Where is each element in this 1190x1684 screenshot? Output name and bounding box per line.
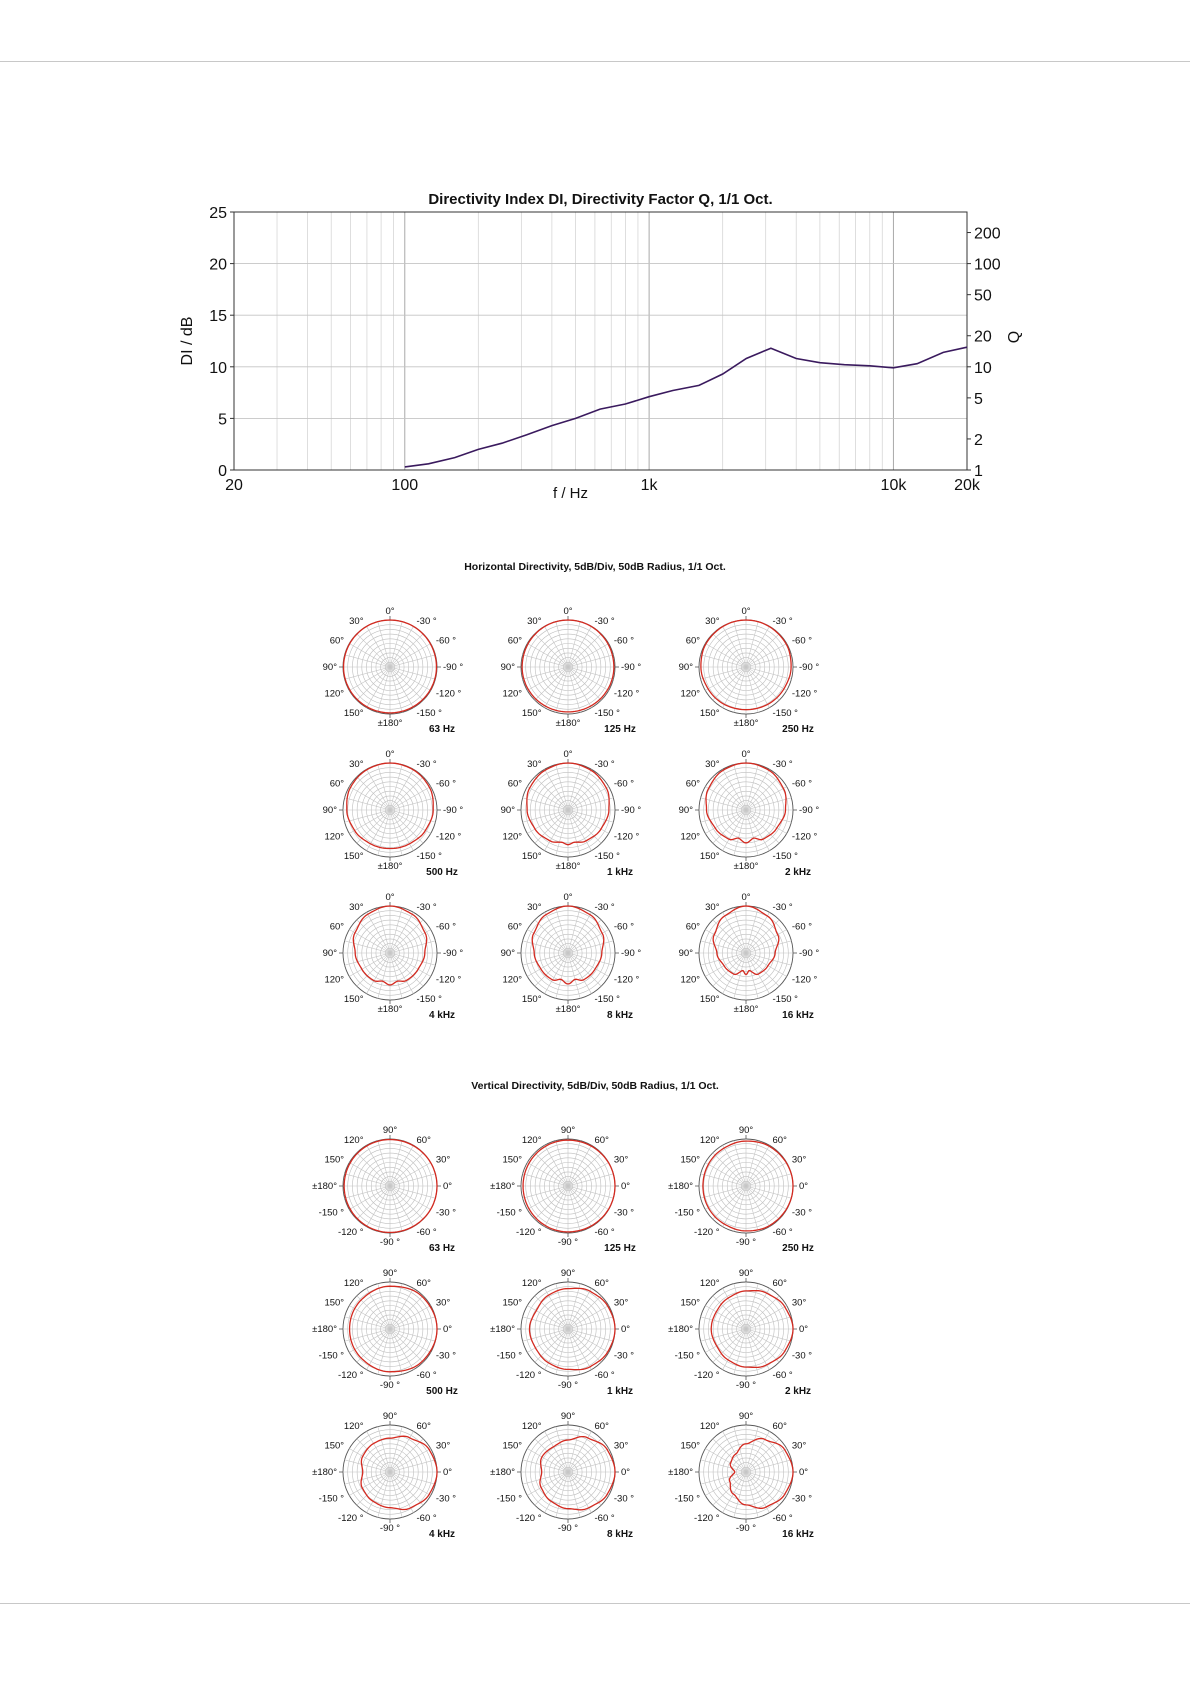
- polar-angle-label: 90°: [500, 805, 515, 816]
- polar-angle-label: 90°: [678, 805, 693, 816]
- polar-angle-label: -30 °: [772, 616, 793, 628]
- polar-angle-label: ±180°: [490, 1181, 515, 1192]
- polar-angle-label: 0°: [443, 1467, 453, 1478]
- polar-angle-label: 90°: [500, 948, 515, 959]
- polar-angle-label: 120°: [502, 974, 523, 986]
- polar-angle-label: 150°: [502, 1440, 523, 1452]
- polar-angle-label: -150 °: [416, 850, 442, 862]
- polar-angle-label: -150 °: [674, 1493, 701, 1505]
- polar-frequency-label: 63 Hz: [428, 724, 456, 735]
- polar-angle-label: -60 °: [772, 1226, 793, 1238]
- polar-angle-label: 150°: [502, 1297, 523, 1309]
- polar-angle-label: ±180°: [490, 1467, 515, 1478]
- di-ytick-label: 10: [209, 359, 227, 377]
- polar-angle-label: 0°: [563, 749, 573, 760]
- polar-angle-label: 30°: [791, 1297, 807, 1309]
- polar-plot-125-hz: [490, 1125, 636, 1254]
- polar-frequency-label: 2 kHz: [784, 1386, 812, 1397]
- polar-angle-label: 30°: [705, 902, 720, 914]
- q-tick-label: 50: [974, 287, 992, 305]
- polar-angle-label: 30°: [791, 1440, 807, 1452]
- polar-angle-label: 90°: [382, 1268, 398, 1279]
- polar-angle-label: ±180°: [668, 1181, 693, 1192]
- directivity-index-chart: [170, 184, 1030, 504]
- polar-angle-label: -90 °: [735, 1523, 757, 1534]
- polar-angle-label: -150 °: [318, 1207, 345, 1219]
- polar-angle-label: -30 °: [594, 616, 615, 628]
- q-axis-label: Q: [1006, 330, 1023, 344]
- polar-angle-label: 60°: [772, 1135, 787, 1147]
- polar-angle-label: -30 °: [791, 1207, 813, 1219]
- polar-frequency-label: 1 kHz: [606, 867, 634, 878]
- polar-angle-label: 30°: [435, 1297, 451, 1309]
- di-chart-title: Directivity Index DI, Directivity Factor Q, 1/1 Oct.: [428, 191, 773, 208]
- polar-angle-label: 30°: [791, 1154, 807, 1166]
- polar-angle-label: 60°: [685, 921, 701, 933]
- polar-angle-label: 0°: [621, 1324, 631, 1335]
- polar-angle-label: 0°: [799, 1181, 809, 1192]
- polar-angle-label: -30 °: [791, 1350, 813, 1362]
- polar-angle-label: ±180°: [555, 861, 581, 872]
- polar-angle-label: 150°: [680, 1297, 701, 1309]
- polar-plot-125-hz: [501, 606, 642, 735]
- polar-angle-label: -150 °: [594, 850, 620, 862]
- polar-angle-label: 90°: [738, 1268, 754, 1279]
- polar-angle-label: -120 °: [338, 1226, 364, 1238]
- polar-angle-label: -60 °: [435, 778, 457, 790]
- polar-angle-label: 0°: [621, 1467, 631, 1478]
- polar-angle-label: -60 °: [435, 635, 457, 647]
- polar-angle-label: 30°: [435, 1154, 451, 1166]
- polar-angle-label: ±180°: [733, 1004, 759, 1015]
- horizontal-directivity-polar-grid: [322, 558, 870, 1028]
- polar-angle-label: -150 °: [594, 993, 620, 1005]
- polar-plot-8-khz: [490, 1411, 634, 1540]
- polar-angle-label: -120 °: [791, 831, 818, 843]
- polar-angle-label: ±180°: [312, 1324, 337, 1335]
- polar-angle-label: -90 °: [443, 662, 464, 673]
- polar-angle-label: 60°: [772, 1278, 787, 1290]
- polar-angle-label: -30 °: [594, 759, 615, 771]
- polar-angle-label: 150°: [502, 1154, 523, 1166]
- polar-angle-label: 0°: [621, 1181, 631, 1192]
- polar-angle-label: -120 °: [516, 1226, 542, 1238]
- polar-angle-label: 0°: [741, 606, 751, 617]
- polar-angle-label: -60 °: [594, 1369, 615, 1381]
- polar-plot-4-khz: [312, 1411, 456, 1540]
- polar-angle-label: -90 °: [443, 948, 464, 959]
- polar-angle-label: -30 °: [772, 902, 793, 914]
- polar-angle-label: -90 °: [443, 805, 464, 816]
- polar-angle-label: 60°: [329, 635, 345, 647]
- polar-angle-label: -120 °: [435, 974, 462, 986]
- polar-frequency-label: 4 kHz: [428, 1529, 456, 1540]
- polar-angle-label: -150 °: [674, 1207, 701, 1219]
- polar-angle-label: -60 °: [416, 1369, 437, 1381]
- polar-angle-label: ±180°: [377, 861, 403, 872]
- polar-angle-label: 150°: [343, 707, 364, 719]
- polar-angle-label: -120 °: [435, 831, 462, 843]
- polar-angle-label: 0°: [799, 1324, 809, 1335]
- polar-angle-label: 30°: [705, 616, 720, 628]
- polar-angle-label: ±180°: [733, 718, 759, 729]
- polar-angle-label: 30°: [349, 759, 364, 771]
- polar-angle-label: 30°: [705, 759, 720, 771]
- polar-angle-label: 30°: [435, 1440, 451, 1452]
- polar-angle-label: -150 °: [772, 707, 798, 719]
- polar-angle-label: -30 °: [772, 759, 793, 771]
- polar-angle-label: 30°: [527, 616, 542, 628]
- polar-angle-label: -90 °: [735, 1380, 757, 1391]
- polar-plot-16-khz: [668, 1411, 814, 1540]
- di-ytick-label: 0: [218, 463, 227, 480]
- polar-angle-label: 90°: [560, 1125, 576, 1136]
- polar-angle-label: 120°: [502, 688, 523, 700]
- polar-angle-label: -90 °: [557, 1237, 579, 1248]
- polar-angle-label: -30 °: [416, 902, 437, 914]
- polar-angle-label: 60°: [416, 1135, 431, 1147]
- di-xtick-label: 10k: [880, 477, 907, 494]
- polar-angle-label: -60 °: [594, 1512, 615, 1524]
- polar-angle-label: -120 °: [791, 688, 818, 700]
- polar-angle-label: 120°: [343, 1421, 364, 1433]
- polar-angle-label: -30 °: [435, 1350, 457, 1362]
- polar-angle-label: -150 °: [594, 707, 620, 719]
- polar-frequency-label: 16 kHz: [782, 1010, 814, 1021]
- polar-angle-label: 120°: [324, 688, 345, 700]
- polar-angle-label: -120 °: [435, 688, 462, 700]
- polar-angle-label: -150 °: [674, 1350, 701, 1362]
- polar-angle-label: 120°: [680, 831, 701, 843]
- polar-plot-16-khz: [679, 892, 820, 1021]
- polar-angle-label: ±180°: [555, 1004, 581, 1015]
- polar-angle-label: -60 °: [416, 1226, 437, 1238]
- polar-angle-label: 30°: [613, 1440, 629, 1452]
- polar-angle-label: -120 °: [791, 974, 818, 986]
- polar-angle-label: 150°: [324, 1297, 345, 1309]
- di-plot-frame: [234, 212, 967, 470]
- polar-angle-label: 0°: [385, 892, 395, 903]
- polar-plot-4-khz: [323, 892, 464, 1021]
- polar-angle-label: -120 °: [613, 688, 640, 700]
- polar-angle-label: ±180°: [668, 1467, 693, 1478]
- polar-angle-label: -150 °: [772, 993, 798, 1005]
- polar-angle-label: 30°: [349, 902, 364, 914]
- polar-angle-label: 60°: [594, 1421, 609, 1433]
- polar-angle-label: 120°: [699, 1278, 720, 1290]
- polar-angle-label: -150 °: [318, 1350, 345, 1362]
- polar-angle-label: -60 °: [791, 778, 813, 790]
- polar-angle-label: -120 °: [694, 1226, 720, 1238]
- polar-angle-label: 150°: [699, 707, 720, 719]
- polar-angle-label: -60 °: [613, 635, 635, 647]
- polar-angle-label: -90 °: [621, 948, 642, 959]
- polar-angle-label: 90°: [500, 662, 515, 673]
- polar-angle-label: -30 °: [613, 1350, 635, 1362]
- polar-angle-label: 120°: [343, 1278, 364, 1290]
- polar-angle-label: -90 °: [799, 948, 820, 959]
- polar-angle-label: -120 °: [338, 1512, 364, 1524]
- polar-frequency-label: 4 kHz: [428, 1010, 456, 1021]
- polar-angle-label: 150°: [680, 1440, 701, 1452]
- polar-angle-label: 60°: [507, 778, 523, 790]
- polar-angle-label: 120°: [502, 831, 523, 843]
- polar-angle-label: 90°: [678, 948, 693, 959]
- polar-angle-label: 150°: [521, 707, 542, 719]
- polar-angle-label: -150 °: [416, 993, 442, 1005]
- polar-angle-label: -30 °: [594, 902, 615, 914]
- polar-angle-label: 60°: [416, 1421, 431, 1433]
- polar-angle-label: 0°: [443, 1181, 453, 1192]
- polar-angle-label: -90 °: [621, 662, 642, 673]
- polar-angle-label: 60°: [685, 778, 701, 790]
- polar-angle-label: 60°: [685, 635, 701, 647]
- polar-angle-label: 150°: [680, 1154, 701, 1166]
- di-xtick-label: 1k: [640, 477, 658, 494]
- polar-angle-label: -60 °: [594, 1226, 615, 1238]
- vertical-directivity-polar-grid: [312, 1077, 870, 1547]
- polar-frequency-label: 2 kHz: [784, 867, 812, 878]
- polar-angle-label: -60 °: [772, 1512, 793, 1524]
- polar-angle-label: 150°: [324, 1154, 345, 1166]
- polar-plot-1-khz: [490, 1268, 634, 1397]
- polar-frequency-label: 1 kHz: [606, 1386, 634, 1397]
- polar-angle-label: 150°: [343, 993, 364, 1005]
- polar-angle-label: 60°: [507, 921, 523, 933]
- q-tick-label: 1: [974, 463, 983, 480]
- polar-angle-label: -150 °: [496, 1350, 523, 1362]
- polar-angle-label: -30 °: [435, 1207, 457, 1219]
- polar-angle-label: 120°: [699, 1135, 720, 1147]
- q-tick-label: 2: [974, 431, 983, 449]
- polar-angle-label: -90 °: [557, 1380, 579, 1391]
- polar-angle-label: -60 °: [416, 1512, 437, 1524]
- polar-frequency-label: 250 Hz: [782, 1243, 814, 1254]
- header-rule: [0, 61, 1190, 62]
- di-series-line: [405, 347, 967, 467]
- polar-angle-label: 60°: [329, 921, 345, 933]
- polar-angle-label: 120°: [343, 1135, 364, 1147]
- polar-angle-label: 90°: [560, 1411, 576, 1422]
- polar-angle-label: -90 °: [799, 662, 820, 673]
- polar-angle-label: -90 °: [379, 1523, 401, 1534]
- polar-angle-label: 90°: [322, 805, 337, 816]
- di-xtick-label: 20: [225, 477, 243, 494]
- polar-angle-label: -120 °: [516, 1512, 542, 1524]
- polar-angle-label: 120°: [521, 1278, 542, 1290]
- polar-angle-label: 30°: [349, 616, 364, 628]
- polar-angle-label: -30 °: [416, 759, 437, 771]
- polar-angle-label: ±180°: [668, 1324, 693, 1335]
- polar-angle-label: 60°: [594, 1278, 609, 1290]
- polar-angle-label: 150°: [521, 850, 542, 862]
- polar-frequency-label: 8 kHz: [606, 1010, 634, 1021]
- polar-angle-label: ±180°: [555, 718, 581, 729]
- polar-plot-1-khz: [501, 749, 642, 878]
- polar-angle-label: ±180°: [733, 861, 759, 872]
- polar-angle-label: 0°: [563, 606, 573, 617]
- polar-angle-label: 150°: [699, 850, 720, 862]
- vertical-directivity-title: Vertical Directivity, 5dB/Div, 50dB Radius, 1/1 Oct.: [471, 1080, 719, 1092]
- polar-angle-label: -60 °: [772, 1369, 793, 1381]
- q-tick-label: 100: [974, 256, 1001, 274]
- polar-angle-label: -90 °: [735, 1237, 757, 1248]
- polar-angle-label: -90 °: [379, 1237, 401, 1248]
- polar-angle-label: 90°: [382, 1125, 398, 1136]
- polar-angle-label: 30°: [613, 1297, 629, 1309]
- polar-angle-label: 90°: [560, 1268, 576, 1279]
- footer-rule: [0, 1603, 1190, 1604]
- polar-plot-2-khz: [679, 749, 820, 878]
- polar-frequency-label: 8 kHz: [606, 1529, 634, 1540]
- polar-angle-label: -30 °: [613, 1493, 635, 1505]
- polar-angle-label: 90°: [678, 662, 693, 673]
- polar-angle-label: -30 °: [435, 1493, 457, 1505]
- q-tick-label: 200: [974, 225, 1001, 243]
- polar-angle-label: -60 °: [613, 778, 635, 790]
- di-ytick-label: 5: [218, 411, 227, 429]
- polar-angle-label: ±180°: [312, 1181, 337, 1192]
- polar-angle-label: 150°: [521, 993, 542, 1005]
- polar-angle-label: 60°: [594, 1135, 609, 1147]
- polar-angle-label: -150 °: [496, 1207, 523, 1219]
- polar-plot-500-hz: [323, 749, 464, 878]
- q-tick-label: 10: [974, 359, 992, 377]
- polar-angle-label: 30°: [613, 1154, 629, 1166]
- polar-angle-label: 120°: [324, 974, 345, 986]
- polar-angle-label: -30 °: [613, 1207, 635, 1219]
- polar-angle-label: 150°: [324, 1440, 345, 1452]
- horizontal-directivity-title: Horizontal Directivity, 5dB/Div, 50dB Radius, 1/1 Oct.: [464, 561, 726, 573]
- polar-angle-label: ±180°: [377, 718, 403, 729]
- di-xtick-label: 100: [391, 477, 419, 494]
- polar-frequency-label: 63 Hz: [428, 1243, 456, 1254]
- polar-plot-250-hz: [679, 606, 820, 735]
- polar-angle-label: 90°: [382, 1411, 398, 1422]
- polar-angle-label: 120°: [324, 831, 345, 843]
- polar-angle-label: 60°: [329, 778, 345, 790]
- polar-angle-label: 150°: [343, 850, 364, 862]
- polar-angle-label: 90°: [738, 1125, 754, 1136]
- di-grid: [234, 212, 967, 470]
- polar-angle-label: 120°: [680, 974, 701, 986]
- polar-frequency-label: 250 Hz: [782, 724, 814, 735]
- polar-angle-label: 120°: [521, 1135, 542, 1147]
- polar-angle-label: -120 °: [338, 1369, 364, 1381]
- polar-angle-label: -30 °: [791, 1493, 813, 1505]
- polar-angle-label: 60°: [416, 1278, 431, 1290]
- polar-angle-label: 120°: [521, 1421, 542, 1433]
- polar-angle-label: -90 °: [799, 805, 820, 816]
- polar-angle-label: -90 °: [379, 1380, 401, 1391]
- polar-angle-label: 120°: [699, 1421, 720, 1433]
- polar-frequency-label: 125 Hz: [604, 1243, 636, 1254]
- polar-angle-label: 0°: [799, 1467, 809, 1478]
- polar-angle-label: ±180°: [377, 1004, 403, 1015]
- polar-angle-label: -150 °: [772, 850, 798, 862]
- polar-angle-label: 30°: [527, 902, 542, 914]
- polar-angle-label: 0°: [741, 892, 751, 903]
- polar-angle-label: -120 °: [694, 1512, 720, 1524]
- polar-angle-label: 90°: [322, 948, 337, 959]
- q-tick-label: 20: [974, 328, 992, 346]
- polar-frequency-label: 500 Hz: [426, 867, 458, 878]
- polar-plot-250-hz: [668, 1125, 814, 1254]
- polar-angle-label: ±180°: [490, 1324, 515, 1335]
- polar-angle-label: -150 °: [416, 707, 442, 719]
- di-ytick-label: 20: [209, 256, 227, 274]
- polar-angle-label: -90 °: [557, 1523, 579, 1534]
- polar-angle-label: -120 °: [516, 1369, 542, 1381]
- polar-angle-label: 30°: [527, 759, 542, 771]
- di-ytick-label: 25: [209, 205, 227, 222]
- polar-angle-label: -60 °: [613, 921, 635, 933]
- polar-angle-label: -60 °: [791, 635, 813, 647]
- di-xtick-label: 20k: [954, 477, 980, 494]
- polar-plot-8-khz: [501, 892, 642, 1021]
- polar-plot-500-hz: [312, 1268, 458, 1397]
- polar-frequency-label: 16 kHz: [782, 1529, 814, 1540]
- polar-angle-label: -150 °: [318, 1493, 345, 1505]
- polar-angle-label: -120 °: [613, 831, 640, 843]
- polar-angle-label: 0°: [443, 1324, 453, 1335]
- polar-angle-label: 150°: [699, 993, 720, 1005]
- di-y-axis-label: DI / dB: [179, 316, 196, 366]
- polar-angle-label: -120 °: [694, 1369, 720, 1381]
- polar-angle-label: ±180°: [312, 1467, 337, 1478]
- di-ytick-label: 15: [209, 308, 227, 326]
- polar-angle-label: 90°: [738, 1411, 754, 1422]
- polar-angle-label: 60°: [507, 635, 523, 647]
- q-tick-label: 5: [974, 390, 983, 408]
- polar-angle-label: -90 °: [621, 805, 642, 816]
- polar-frequency-label: 500 Hz: [426, 1386, 458, 1397]
- polar-angle-label: -60 °: [435, 921, 457, 933]
- polar-angle-label: 90°: [322, 662, 337, 673]
- polar-angle-label: 0°: [385, 749, 395, 760]
- polar-plot-2-khz: [668, 1268, 812, 1397]
- polar-angle-label: 0°: [563, 892, 573, 903]
- polar-angle-label: 120°: [680, 688, 701, 700]
- polar-angle-label: 0°: [385, 606, 395, 617]
- polar-angle-label: 0°: [741, 749, 751, 760]
- di-x-axis-label: f / Hz: [552, 485, 589, 502]
- polar-angle-label: -150 °: [496, 1493, 523, 1505]
- polar-angle-label: 60°: [772, 1421, 787, 1433]
- polar-plot-63-hz: [312, 1125, 456, 1254]
- polar-angle-label: -60 °: [791, 921, 813, 933]
- polar-frequency-label: 125 Hz: [604, 724, 636, 735]
- polar-angle-label: -120 °: [613, 974, 640, 986]
- polar-angle-label: -30 °: [416, 616, 437, 628]
- polar-plot-63-hz: [323, 606, 464, 735]
